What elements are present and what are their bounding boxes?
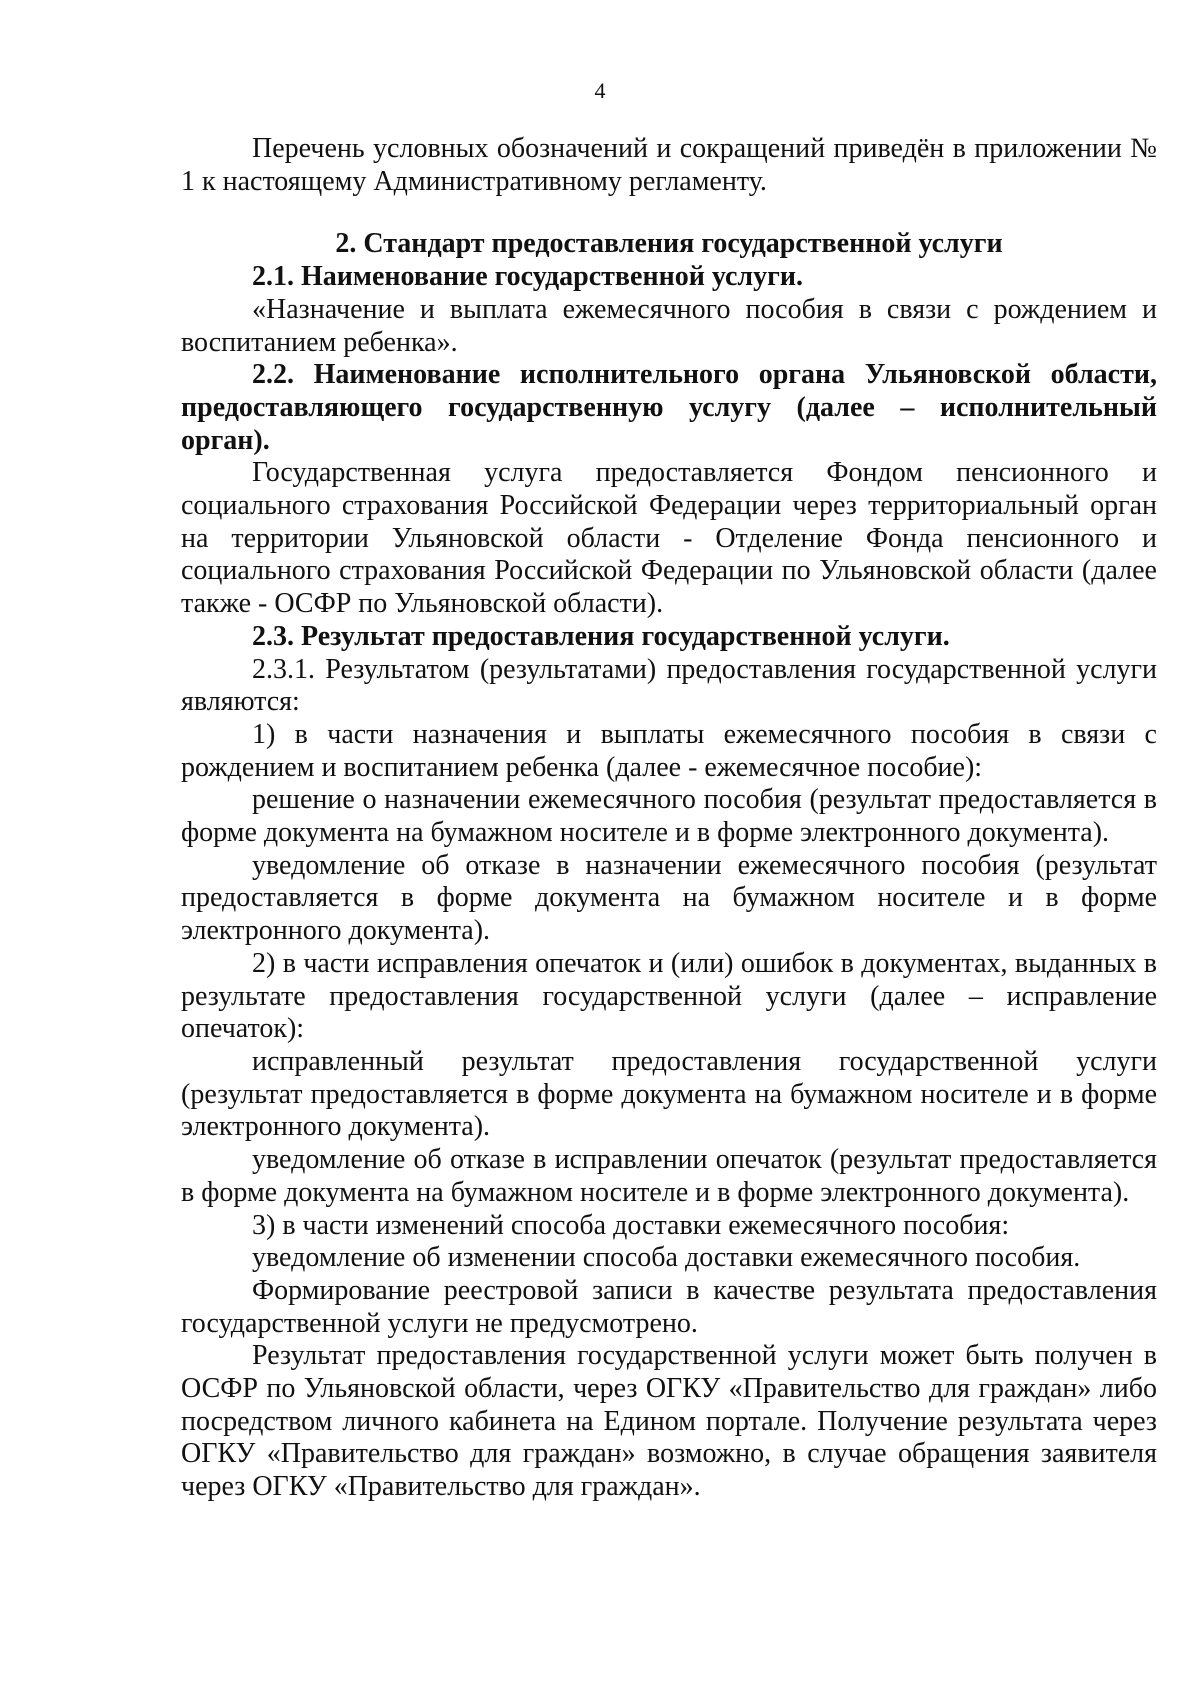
heading-2-3: 2.3. Результат предоставления государственной услуги. [252, 620, 950, 652]
section-title: 2. Стандарт предоставления государственной услуги [335, 228, 1003, 260]
list-item-2-corrected: исправленный результат предоставления государственной услуги (результат предоставляется в форме документа на бумажном носителе и в форме электронного документа). [181, 1045, 1157, 1143]
list-item-2: 2) в части исправления опечаток и (или) ошибок в документах, выданных в результате предоставления государственной услуги (далее – исправление опечаток): [181, 947, 1157, 1045]
paragraph-result-delivery: Результат предоставления государственной услуги может быть получен в ОСФР по Ульяновской области, через ОГКУ «Правительство для граждан» либо посредством личного кабинета на Едином портале. Получение результата через ОГКУ «Правительство для граждан» возможно, в случае обращения заявителя через ОГКУ «Правительство для граждан». [181, 1340, 1157, 1503]
list-item-3-notice: уведомление об изменении способа доставки ежемесячного пособия. [252, 1242, 1081, 1274]
paragraph-2-2: Государственная услуга предоставляется Фондом пенсионного и социального страхования Российской Федерации через территориальный орган на территории Ульяновской области - Отделение Фонда пенсионного и социального страхования Российской Федерации по Ульяновской области (далее также - ОСФР по Ульяновской области). [181, 457, 1157, 620]
heading-2-2: 2.2. Наименование исполнительного органа Ульяновской области, предоставляющего государственную услугу (далее – исполнительный орган). [181, 359, 1157, 456]
paragraph-2-3-1: 2.3.1. Результатом (результатами) предоставления государственной услуги являются: [181, 653, 1157, 718]
paragraph-abbreviations: Перечень условных обозначений и сокращений приведён в приложении № 1 к настоящему Административному регламенту. [181, 133, 1157, 197]
heading-2-1: 2.1. Наименование государственной услуги. [252, 261, 803, 293]
list-item-2-refusal: уведомление об отказе в исправлении опечаток (результат предоставляется в форме документа на бумажном носителе и в форме электронного документа). [181, 1144, 1157, 1208]
list-item-1: 1) в части назначения и выплаты ежемесячного пособия в связи с рождением и воспитанием ребенка (далее - ежемесячное пособие): [181, 718, 1157, 783]
list-item-1-refusal: уведомление об отказе в назначении ежемесячного пособия (результат предоставляется в форме документа на бумажном носителе и в форме электронного документа). [181, 849, 1157, 947]
list-item-3: 3) в части изменений способа доставки ежемесячного пособия: [252, 1209, 1010, 1241]
section-gap [181, 198, 1157, 228]
list-item-1-decision: решение о назначении ежемесячного пособия (результат предоставляется в форме документа на бумажном носителе и в форме электронного документа). [181, 784, 1157, 849]
paragraph-2-1: «Назначение и выплата ежемесячного пособия в связи с рождением и воспитанием ребенка». [181, 293, 1157, 358]
page-number: 4 [594, 78, 606, 103]
document-body [181, 133, 1157, 1504]
paragraph-registry: Формирование реестровой записи в качестве результата предоставления государственной услуги не предусмотрено. [181, 1274, 1157, 1339]
